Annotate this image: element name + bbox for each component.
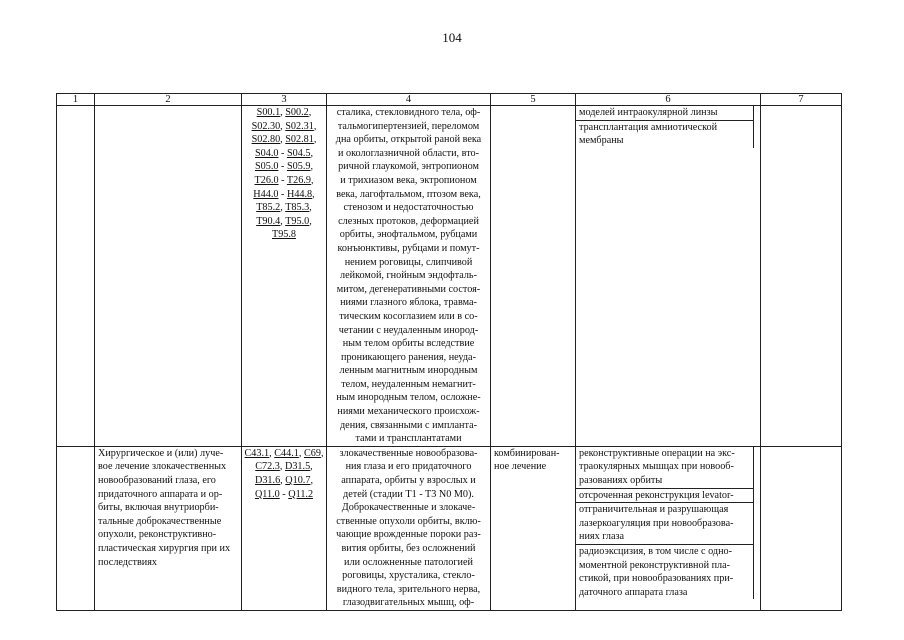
icd-code-link[interactable]: T26.9 bbox=[286, 174, 311, 186]
method-line: мембраны bbox=[579, 135, 624, 147]
diagnosis-line: ным инородным телом, осложне- bbox=[336, 392, 481, 404]
row2-col1 bbox=[57, 446, 95, 610]
header-col-2: 2 bbox=[95, 94, 242, 106]
diagnosis-line: проникающего ранения, неуда- bbox=[341, 351, 476, 363]
method-line: ниях глаза bbox=[579, 531, 625, 543]
icd-code-link[interactable]: Q10.7 bbox=[285, 475, 311, 487]
diagnosis-line: ленным магнитным инородным bbox=[339, 365, 478, 377]
icd-code-link[interactable]: T85.3 bbox=[285, 202, 310, 214]
diagnosis-line: ниями глазного яблока, травма- bbox=[340, 297, 477, 309]
method-line: траокулярных мышцах при новооб- bbox=[579, 461, 734, 473]
method-line: радиоэксцизия, в том числе с одно- bbox=[579, 546, 733, 557]
icd-code-link[interactable]: T95.8 bbox=[271, 229, 297, 241]
diagnosis-line: слезных протоков, деформацией bbox=[338, 215, 479, 227]
icd-code-link[interactable]: C44.1 bbox=[274, 447, 299, 459]
method-item bbox=[576, 106, 753, 121]
diagnosis-line: лейкомой, гнойным эндофталь- bbox=[340, 270, 477, 282]
diagnosis-line: ным телом орбиты вследствие bbox=[342, 338, 475, 350]
profile-line: новообразований глаза, его bbox=[98, 475, 216, 487]
icd-code-link[interactable]: C43.1 bbox=[244, 447, 270, 459]
diagnosis-line: Доброкачественные и злокаче- bbox=[341, 502, 476, 514]
row1-col7 bbox=[761, 106, 842, 447]
diagnosis-line: и окологлазничной области, вто- bbox=[337, 147, 480, 159]
profile-line: опухоли, реконструктивно- bbox=[98, 529, 217, 541]
icd-code-link[interactable]: S04.5 bbox=[286, 147, 311, 159]
row2-profile bbox=[95, 446, 242, 610]
page-number: 104 bbox=[442, 30, 462, 45]
profile-line: пластическая хирургия при их bbox=[98, 543, 231, 554]
row1-methods bbox=[576, 106, 761, 447]
header-col-6: 6 bbox=[576, 94, 761, 106]
icd-code-link[interactable]: T90.4 bbox=[256, 215, 281, 227]
diagnosis-line: стенозом и недостаточностью bbox=[343, 202, 474, 214]
icd-code-link[interactable]: H44.8 bbox=[286, 188, 313, 200]
row2-treatment-type bbox=[491, 446, 576, 610]
icd-code-link[interactable]: H44.0 bbox=[253, 188, 279, 200]
profile-line: последствиях bbox=[98, 556, 157, 568]
icd-code-link[interactable]: T26.0 bbox=[254, 174, 279, 186]
icd-code-link[interactable]: C69 bbox=[303, 447, 321, 459]
row1-diagnosis bbox=[327, 106, 491, 447]
treatment-type-line: ное лечение bbox=[494, 461, 547, 473]
treatment-type-line: комбинирован- bbox=[494, 447, 560, 459]
diagnosis-line: и трихиазом века, эктропионом bbox=[340, 174, 477, 186]
diagnosis-line: тальмогипертензией, переломом bbox=[337, 120, 480, 132]
row2-methods bbox=[576, 446, 761, 610]
method-item bbox=[576, 503, 753, 545]
profile-line: биты, включая внутриорби- bbox=[98, 502, 219, 514]
diagnosis-line: вития орбиты, без осложнений bbox=[341, 543, 476, 554]
diagnosis-line: ричной глаукомой, энтропионом bbox=[338, 161, 479, 173]
method-item bbox=[576, 447, 753, 489]
diagnosis-line: глазодвигательных мышц, оф- bbox=[342, 597, 475, 609]
icd-code-link[interactable]: D31.6 bbox=[254, 475, 281, 487]
method-line: отграничительная и разрушающая bbox=[579, 504, 729, 516]
icd-code-link[interactable]: S00.1 bbox=[256, 107, 281, 118]
profile-line: Хирургическое и (или) луче- bbox=[98, 447, 224, 459]
diagnosis-line: видного тела, зрительного нерва, bbox=[336, 583, 481, 595]
row2-icd-codes: C43.1, C44.1, C69, C72.3, D31.5, D31.6, Q10.7, Q11.0 - Q11.2 bbox=[242, 446, 327, 610]
diagnosis-line: митом, дегенеративными состоя- bbox=[336, 283, 481, 295]
diagnosis-line: или осложненные патологией bbox=[344, 556, 473, 568]
row1-icd-codes: S00.1, S00.2, S02.30, S02.31, S02.80, S02.81, S04.0 - S04.5, S05.0 - S05.9, T26.0 - T26.9, H44.0 - H44.8, T85.2, T85.3, T90.4, T95.0, T95.8 bbox=[242, 106, 327, 447]
row2-diagnosis bbox=[327, 446, 491, 610]
icd-code-link[interactable]: T85.2 bbox=[256, 202, 281, 214]
method-line: реконструктивные операции на экс- bbox=[579, 447, 735, 459]
method-line: моментной реконструктивной пла- bbox=[579, 559, 731, 571]
diagnosis-line: четании с неудаленным инород- bbox=[338, 324, 479, 336]
icd-code-link[interactable]: C72.3 bbox=[255, 461, 280, 473]
method-line: стикой, при новообразованиях при- bbox=[579, 573, 734, 585]
icd-code-link[interactable]: D31.5 bbox=[284, 461, 311, 473]
method-item bbox=[576, 489, 753, 504]
diagnosis-line: роговицы, хрусталика, стекло- bbox=[342, 570, 475, 582]
method-item bbox=[576, 545, 753, 599]
header-col-5: 5 bbox=[491, 94, 576, 106]
icd-code-link[interactable]: Q11.0 bbox=[254, 488, 280, 500]
row1-col1 bbox=[57, 106, 95, 447]
icd-code-link[interactable]: Q11.2 bbox=[288, 488, 314, 500]
icd-code-link[interactable]: S02.80 bbox=[251, 134, 281, 146]
icd-code-link[interactable]: S02.31 bbox=[285, 120, 314, 132]
diagnosis-line: аппарата, орбиты у взрослых и bbox=[341, 475, 476, 487]
diagnosis-line: ственные опухоли орбиты, вклю- bbox=[336, 515, 481, 527]
icd-code-link[interactable]: S05.9 bbox=[286, 161, 311, 173]
diagnosis-line: нением роговицы, слипчивой bbox=[344, 256, 473, 268]
diagnosis-line: ния глаза и его придаточного bbox=[345, 461, 472, 473]
header-col-7: 7 bbox=[761, 94, 842, 106]
icd-code-link[interactable]: S04.0 bbox=[254, 147, 279, 159]
diagnosis-line: детей (стадии T1 - T3 N0 M0). bbox=[343, 488, 474, 500]
treatment-table bbox=[56, 93, 842, 611]
icd-code-link[interactable]: S00.2 bbox=[285, 107, 309, 118]
profile-line: придаточного аппарата и ор- bbox=[98, 488, 223, 500]
diagnosis-line: тическим косоглазием или в со- bbox=[339, 310, 478, 322]
diagnosis-line: сталика, стекловидного тела, оф- bbox=[336, 107, 481, 118]
diagnosis-line: злокачественные новообразова- bbox=[339, 447, 478, 459]
method-line: лазеркоагуляция при новообразова- bbox=[579, 517, 734, 529]
row1-col5 bbox=[491, 106, 576, 447]
table-row bbox=[57, 446, 842, 610]
icd-code-link[interactable]: S05.0 bbox=[254, 161, 279, 173]
diagnosis-line: дения, связанными с импланта- bbox=[340, 419, 477, 431]
method-line: отсроченная реконструкция levator- bbox=[579, 489, 734, 501]
method-item bbox=[576, 121, 753, 148]
row2-col7 bbox=[761, 446, 842, 610]
method-line: даточного аппарата глаза bbox=[579, 586, 688, 598]
diagnosis-line: орбиты, энофтальмом, рубцами bbox=[339, 229, 478, 241]
diagnosis-line: дна орбиты, открытой раной века bbox=[335, 134, 482, 146]
icd-code-link[interactable]: S02.30 bbox=[251, 120, 281, 132]
icd-code-link[interactable]: T95.0 bbox=[285, 215, 310, 227]
method-line: трансплантация амниотической bbox=[579, 121, 718, 133]
method-line: разованиях орбиты bbox=[579, 475, 663, 487]
header-col-3: 3 bbox=[242, 94, 327, 106]
diagnosis-line: конъюнктивы, рубцами и помут- bbox=[337, 242, 480, 254]
icd-code-link[interactable]: S02.81 bbox=[285, 134, 314, 146]
header-col-1: 1 bbox=[57, 94, 95, 106]
diagnosis-line: чающие врожденные пороки раз- bbox=[336, 529, 481, 541]
row1-col2 bbox=[95, 106, 242, 447]
table-row bbox=[57, 106, 842, 447]
profile-line: вое лечение злокачественных bbox=[98, 461, 227, 473]
diagnosis-line: века, лагофтальмом, птозом века, bbox=[336, 188, 481, 200]
header-col-4: 4 bbox=[327, 94, 491, 106]
header-row bbox=[57, 94, 842, 106]
diagnosis-line: тами и трансплантатами bbox=[355, 433, 462, 445]
profile-line: тальные доброкачественные bbox=[98, 515, 222, 527]
diagnosis-line: телом, неудаленным немагнит- bbox=[341, 378, 476, 390]
method-line: моделей интраокулярной линзы bbox=[579, 107, 718, 118]
diagnosis-line: ниями механического происхож- bbox=[337, 406, 480, 418]
